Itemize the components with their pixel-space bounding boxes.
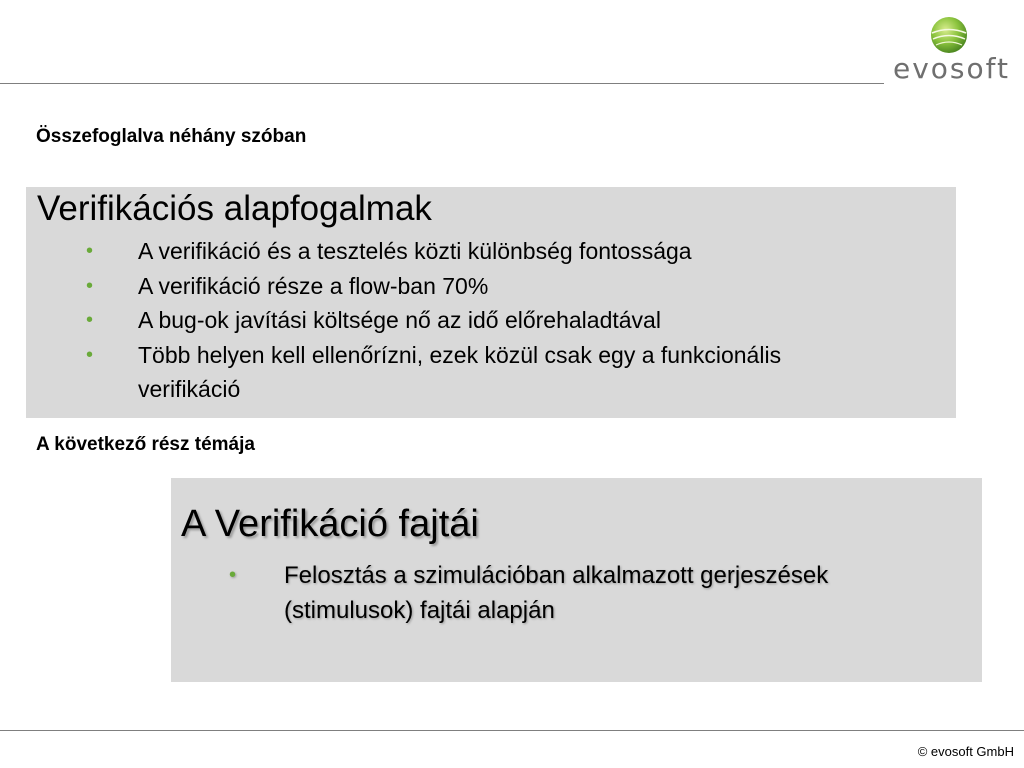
- copyright-footer: © evosoft GmbH: [917, 744, 1014, 759]
- list-item: [86, 269, 786, 304]
- list-item: [86, 303, 786, 338]
- bullet-icon: •: [86, 274, 94, 297]
- green-globe-icon: [930, 16, 968, 54]
- logo-wordmark: evosoft: [893, 52, 1010, 85]
- list-item: [229, 558, 949, 628]
- summary-box-title: Verifikációs alapfogalmak: [37, 189, 432, 228]
- list-item-label: A verifikáció és a tesztelés közti különbség fontossága: [138, 238, 692, 264]
- list-item-label: A verifikáció része a flow-ban 70%: [138, 272, 489, 299]
- list-item-label: A bug-ok javítási költsége nő az idő előrehaladtával: [138, 307, 661, 333]
- next-topic-heading: A következő rész témája: [36, 434, 255, 455]
- next-topic-title: A Verifikáció fajtái: [181, 503, 479, 545]
- summary-box: [26, 187, 956, 418]
- next-topic-box: [171, 478, 982, 682]
- footer-divider: [0, 730, 1024, 731]
- list-item: [86, 234, 786, 269]
- bullet-icon: •: [86, 343, 94, 366]
- summary-heading: Összefoglalva néhány szóban: [36, 126, 307, 147]
- next-topic-bullet-list: [229, 558, 949, 628]
- header-divider: [0, 83, 884, 84]
- bullet-icon: •: [229, 564, 237, 586]
- list-item: [86, 338, 786, 407]
- bullet-icon: •: [86, 309, 94, 331]
- summary-bullet-list: [86, 234, 786, 407]
- bullet-icon: •: [86, 240, 94, 262]
- list-item-label: Felosztás a szimulációban alkalmazott gerjeszések (stimulusok) fajtái alapján: [284, 562, 829, 624]
- list-item-label: Több helyen kell ellenőrízni, ezek közül csak egy a funkcionális verifikáció: [138, 341, 782, 402]
- evosoft-logo: [886, 14, 1016, 90]
